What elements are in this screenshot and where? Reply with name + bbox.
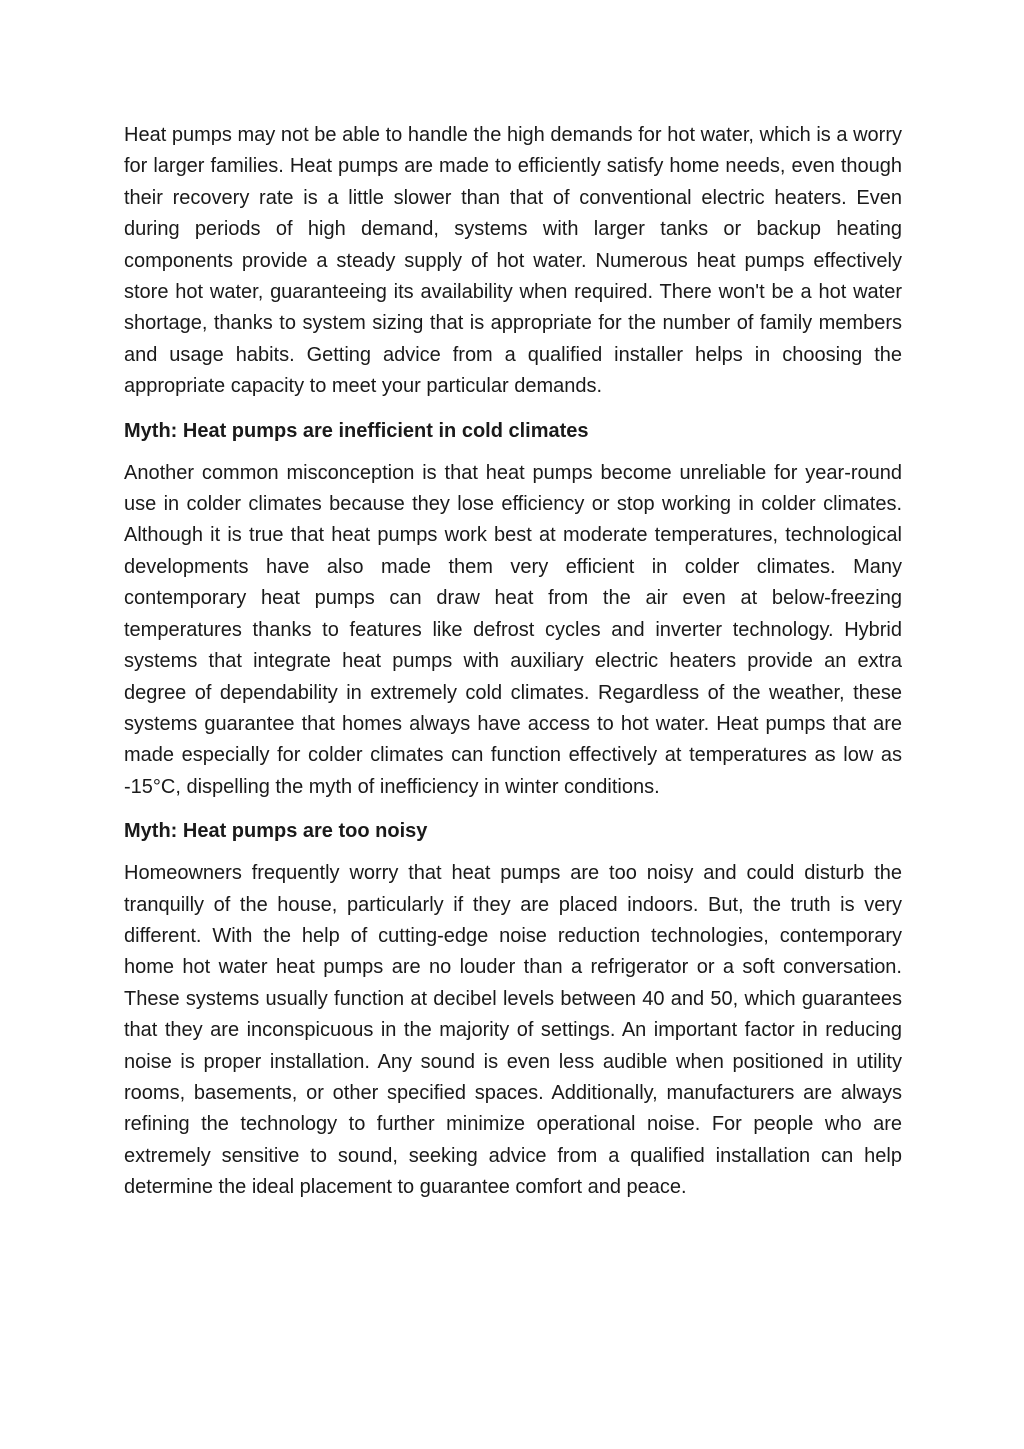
section-heading-cold-climates: Myth: Heat pumps are inefficient in cold climates <box>124 419 589 442</box>
section-body-noise: Homeowners frequently worry that heat pumps are too noisy and could disturb the tranquilly of the house, particularly if they are placed indoors. But, the truth is very different. With the help of cutting-edge noise reduction technologies, contemporary home hot water heat pumps are no louder than a refrigerator or a soft conversation. These systems usually function at decibel levels between 40 and 50, which guarantees that they are inconspicuous in the majority of settings. An important factor in reducing noise is proper installation. Any sound is even less audible when positioned in utility rooms, basements, or other specified spaces. Additionally, manufacturers are always refining the technology to further minimize operational noise. For people who are extremely sensitive to sound, seeking advice from a qualified installation can help determine the ideal placement to guarantee comfort and peace. <box>124 862 902 1199</box>
section-heading-noise: Myth: Heat pumps are too noisy <box>124 820 428 843</box>
document-page <box>124 120 902 1204</box>
section-body-cold-climates: Another common misconception is that heat pumps become unreliable for year-round use in colder climates because they lose efficiency or stop working in colder climates. Although it is true that heat pumps work best at moderate temperatures, technological developments have also made them very efficient in colder climates. Many contemporary heat pumps can draw heat from the air even at below-freezing temperatures thanks to features like defrost cycles and inverter technology. Hybrid systems that integrate heat pumps with auxiliary electric heaters provide an extra degree of dependability in extremely cold climates. Regardless of the weather, these systems guarantee that homes always have access to hot water. Heat pumps that are made especially for colder climates can function effectively at temperatures as low as -15°C, dispelling the myth of inefficiency in winter conditions. <box>124 461 902 798</box>
intro-paragraph: Heat pumps may not be able to handle the high demands for hot water, which is a worry for larger families. Heat pumps are made to efficiently satisfy home needs, even though their recovery rate is a little slower than that of conventional electric heaters. Even during periods of high demand, systems with larger tanks or backup heating components provide a steady supply of hot water. Numerous heat pumps effectively store hot water, guaranteeing its availability when required. There won't be a hot water shortage, thanks to system sizing that is appropriate for the number of family members and usage habits. Getting advice from a qualified installer helps in choosing the appropriate capacity to meet your particular demands. <box>124 124 902 398</box>
